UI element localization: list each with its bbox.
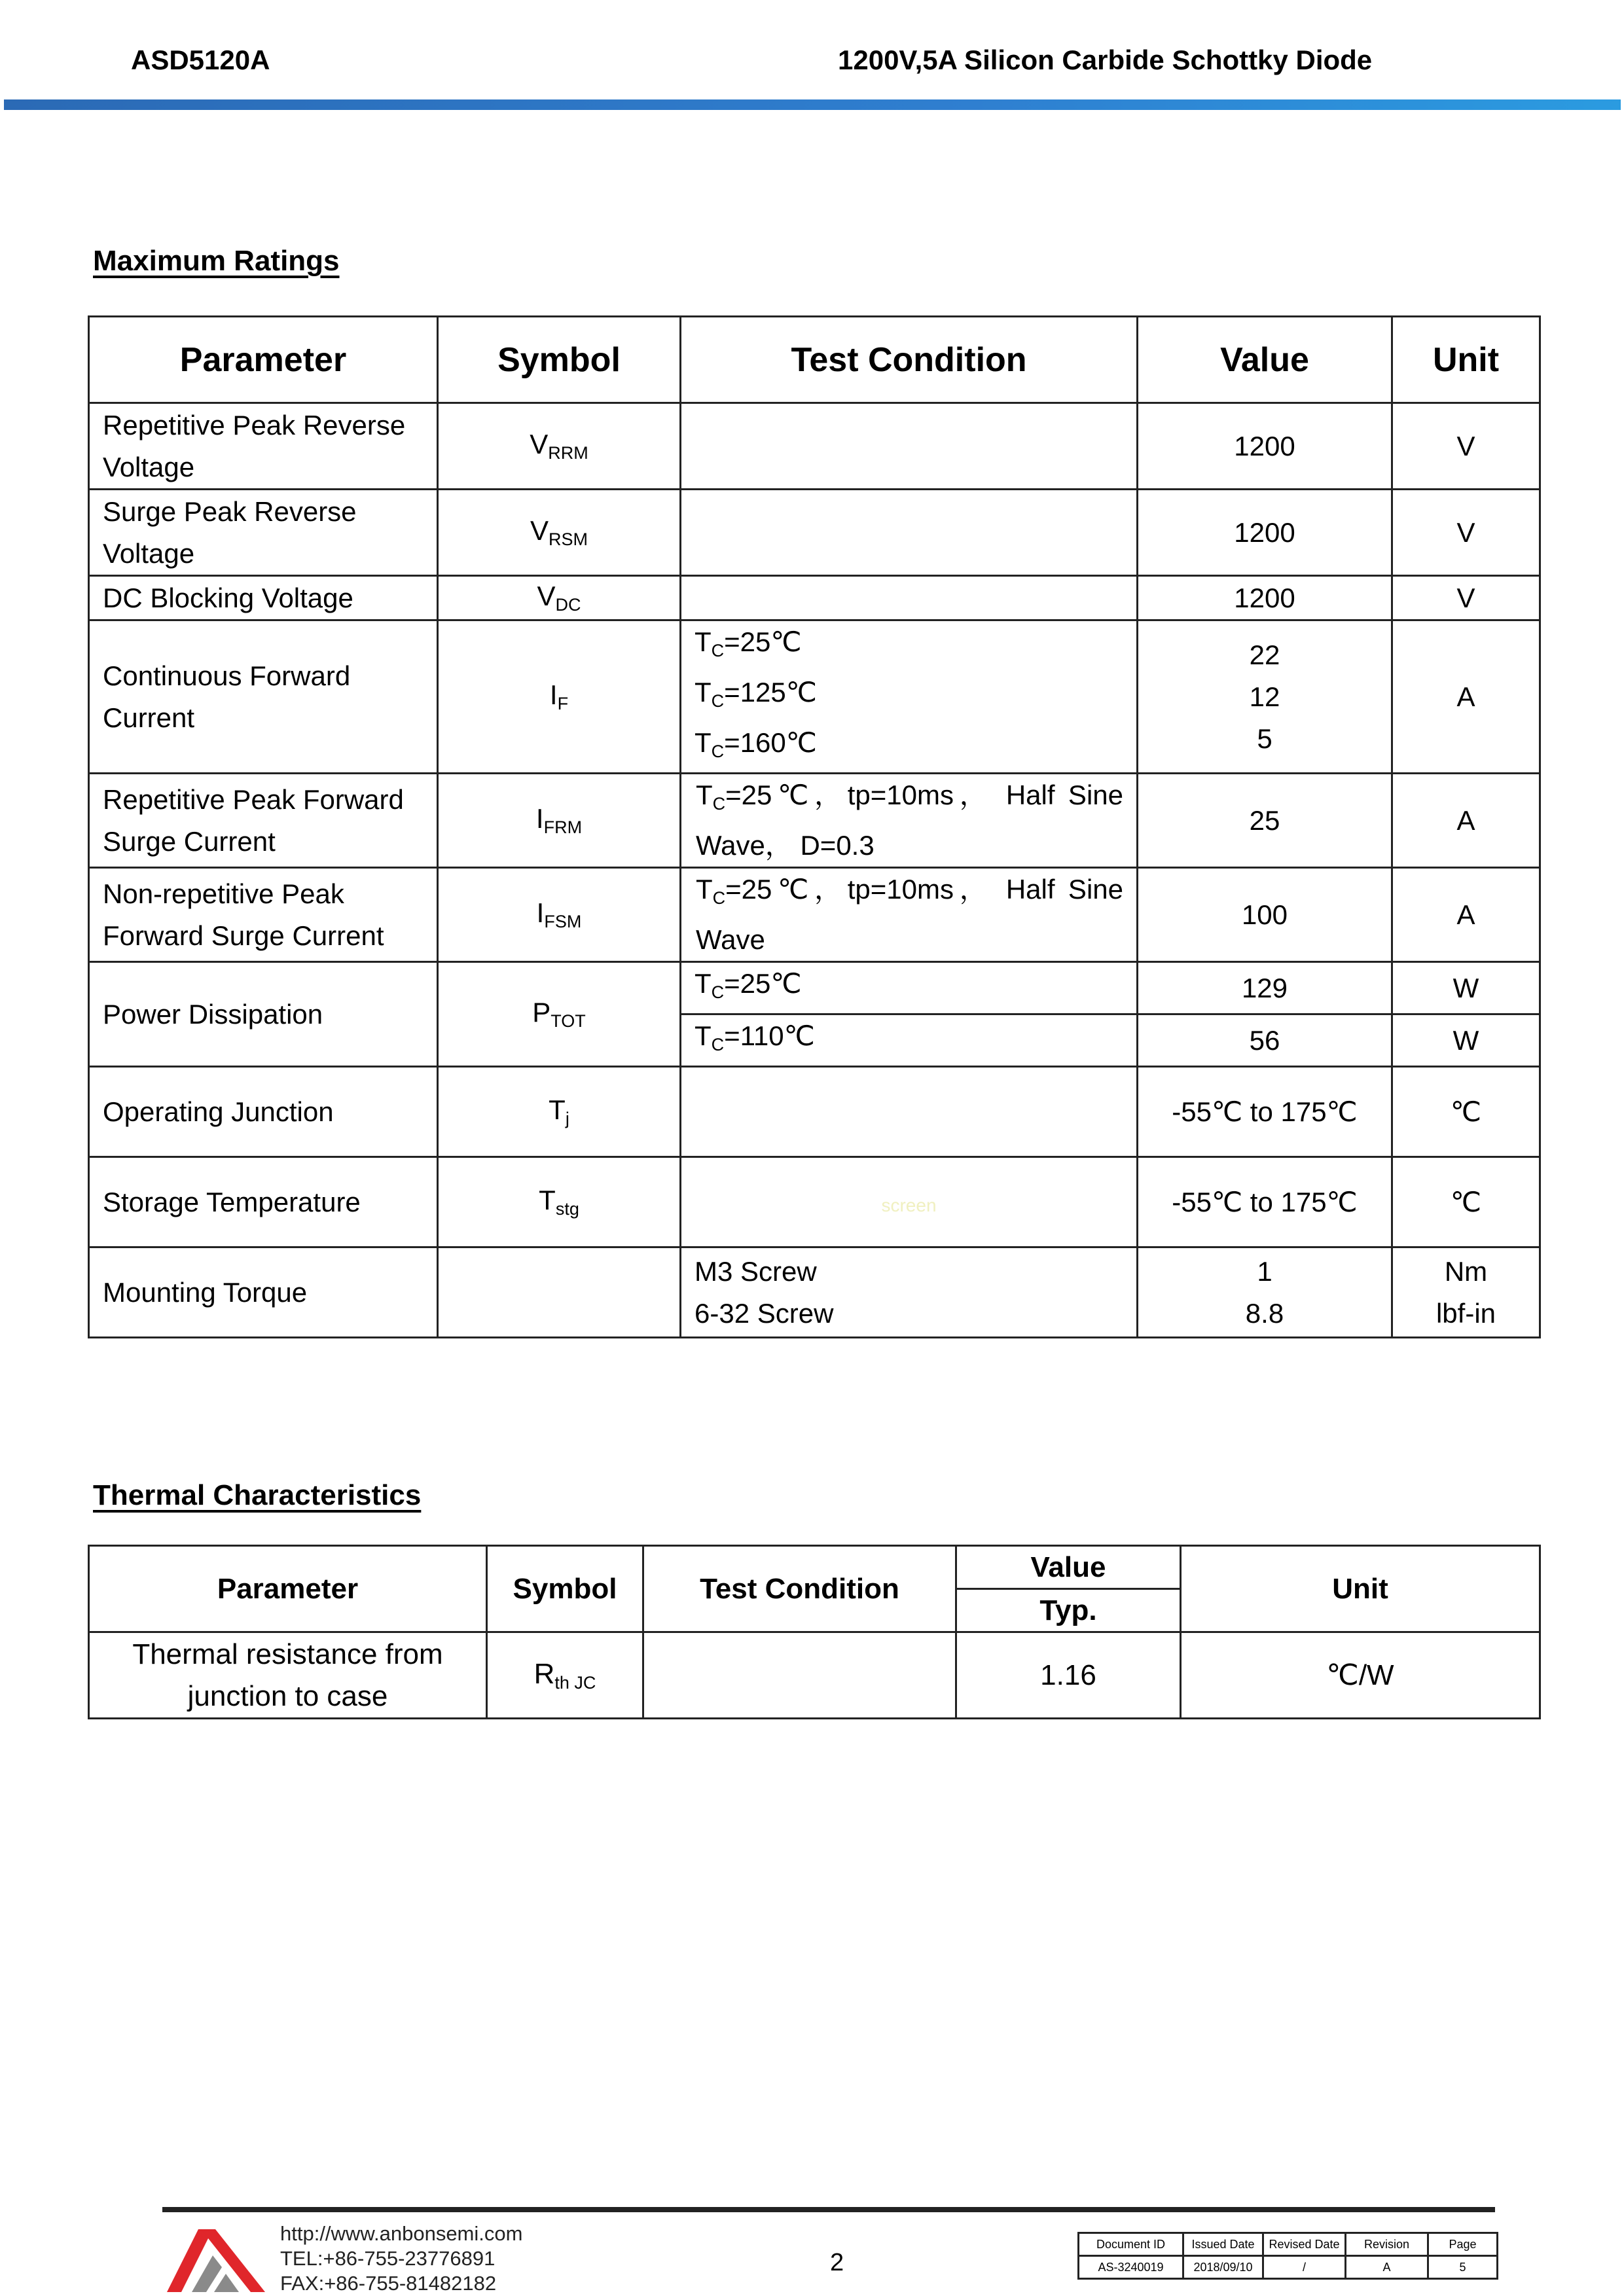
unit-cell: W xyxy=(1392,1014,1540,1067)
unit-cell: A xyxy=(1392,620,1540,774)
logo-gray-shape-right xyxy=(214,2274,239,2292)
header-condition: Test Condition xyxy=(643,1546,956,1632)
unit-cell: W xyxy=(1392,962,1540,1014)
param-cell: Power Dissipation xyxy=(89,962,438,1067)
document-title: 1200V,5A Silicon Carbide Schottky Diode xyxy=(838,45,1373,75)
table-row xyxy=(89,490,1540,576)
condition-cell xyxy=(681,403,1138,490)
table-row xyxy=(89,962,1540,1014)
condition-cell: $T_C=25℃$ xyxy=(681,962,1138,1014)
symbol-cell: $T_{stg}$ xyxy=(438,1157,681,1247)
param-cell: Thermal resistance from junction to case xyxy=(89,1632,487,1719)
symbol-cell: $V_{DC}$ xyxy=(438,576,681,620)
table-row xyxy=(89,1247,1540,1338)
symbol-cell: $T_j$ xyxy=(438,1067,681,1157)
param-cell: Storage Temperature xyxy=(89,1157,438,1247)
faint-artifact-text: screen xyxy=(881,1194,937,1215)
doc-value-cell: 5 xyxy=(1428,2256,1498,2279)
unit-cell: A xyxy=(1392,774,1540,868)
condition-cell xyxy=(643,1632,956,1719)
param-cell: DC Blocking Voltage xyxy=(89,576,438,620)
condition-cell: $T_C=25℃$，tp=10ms， Half Sine Wave xyxy=(681,868,1138,962)
symbol-cell: $I_F$ xyxy=(438,620,681,774)
doc-info-value-row xyxy=(1079,2256,1498,2279)
unit-cell: ℃ xyxy=(1392,1067,1540,1157)
value-cell: 1 8.8 xyxy=(1138,1247,1392,1338)
doc-header-cell: Issued Date xyxy=(1183,2233,1263,2256)
header-symbol: Symbol xyxy=(487,1546,643,1632)
table-row xyxy=(89,403,1540,490)
doc-info-header-row xyxy=(1079,2233,1498,2256)
footer-contact xyxy=(280,2221,522,2296)
symbol-cell: $V_{RRM}$ xyxy=(438,403,681,490)
condition-cell xyxy=(681,490,1138,576)
value-cell: 56 xyxy=(1138,1014,1392,1067)
part-number: ASD5120A xyxy=(131,45,270,75)
header-unit: Unit xyxy=(1181,1546,1540,1632)
doc-header-cell: Revision xyxy=(1346,2233,1428,2256)
footer-fax: FAX:+86-755-81482182 xyxy=(280,2272,497,2295)
header-value: Value xyxy=(956,1546,1181,1589)
value-cell: 1200 xyxy=(1138,576,1392,620)
value-cell: 129 xyxy=(1138,962,1392,1014)
header-parameter: Parameter xyxy=(89,317,438,403)
doc-header-cell: Document ID xyxy=(1079,2233,1183,2256)
symbol-cell: $I_{FSM}$ xyxy=(438,868,681,962)
value-cell: -55℃ to 175℃ xyxy=(1138,1157,1392,1247)
table-row xyxy=(89,620,1540,774)
value-cell: 25 xyxy=(1138,774,1392,868)
unit-cell: ℃/W xyxy=(1181,1632,1540,1719)
company-logo-icon xyxy=(167,2224,265,2292)
param-cell: Mounting Torque xyxy=(89,1247,438,1338)
header-condition: Test Condition xyxy=(681,317,1138,403)
doc-value-cell: A xyxy=(1346,2256,1428,2279)
doc-value-cell: / xyxy=(1263,2256,1346,2279)
header-bar xyxy=(4,99,1621,110)
value-cell: 1.16 xyxy=(956,1632,1181,1719)
doc-value-cell: 2018/09/10 xyxy=(1183,2256,1263,2279)
value-cell: 1200 xyxy=(1138,490,1392,576)
unit-cell: V xyxy=(1392,403,1540,490)
param-cell: Repetitive Peak Reverse Voltage xyxy=(89,403,438,490)
unit-cell: Nm lbf-in xyxy=(1392,1247,1540,1338)
doc-header-cell: Page xyxy=(1428,2233,1498,2256)
header-parameter: Parameter xyxy=(89,1546,487,1632)
param-cell: Surge Peak Reverse Voltage xyxy=(89,490,438,576)
header-typ: Typ. xyxy=(956,1589,1181,1632)
value-cell: 1200 xyxy=(1138,403,1392,490)
footer-divider xyxy=(162,2207,1495,2212)
max-ratings-title: Maximum Ratings xyxy=(93,245,340,277)
table-header-row xyxy=(89,1546,1540,1589)
condition-cell: M3 Screw 6-32 Screw xyxy=(681,1247,1138,1338)
value-cell: -55℃ to 175℃ xyxy=(1138,1067,1392,1157)
thermal-title: Thermal Characteristics xyxy=(93,1479,422,1511)
symbol-cell: $I_{FRM}$ xyxy=(438,774,681,868)
condition-cell xyxy=(681,576,1138,620)
header-value: Value xyxy=(1138,317,1392,403)
param-cell: Repetitive Peak Forward Surge Current xyxy=(89,774,438,868)
unit-cell: V xyxy=(1392,576,1540,620)
param-cell: Operating Junction xyxy=(89,1067,438,1157)
unit-cell: V xyxy=(1392,490,1540,576)
symbol-cell: $P_{TOT}$ xyxy=(438,962,681,1067)
document-info-table xyxy=(1077,2232,1498,2280)
doc-header-cell: Revised Date xyxy=(1263,2233,1346,2256)
condition-cell: $T_C=110℃$ xyxy=(681,1014,1138,1067)
table-row xyxy=(89,1067,1540,1157)
value-cell: 22 12 5 xyxy=(1138,620,1392,774)
footer-tel: TEL:+86-755-23776891 xyxy=(280,2247,496,2270)
unit-cell: ℃ xyxy=(1392,1157,1540,1247)
condition-cell: $T_C=25℃$，tp=10ms， Half Sine Wave， D=0.3 xyxy=(681,774,1138,868)
symbol-cell: $V_{RSM}$ xyxy=(438,490,681,576)
param-cell: Continuous Forward Current xyxy=(89,620,438,774)
table-row xyxy=(89,1632,1540,1719)
thermal-table xyxy=(88,1545,1541,1719)
footer-website[interactable]: http://www.anbonsemi.com xyxy=(280,2222,523,2245)
table-row xyxy=(89,1157,1540,1247)
value-cell: 100 xyxy=(1138,868,1392,962)
table-row xyxy=(89,868,1540,962)
header-symbol: Symbol xyxy=(438,317,681,403)
param-cell: Non-repetitive Peak Forward Surge Current xyxy=(89,868,438,962)
condition-cell xyxy=(681,1067,1138,1157)
header-unit: Unit xyxy=(1392,317,1540,403)
unit-cell: A xyxy=(1392,868,1540,962)
page-number: 2 xyxy=(830,2249,844,2276)
table-header-row xyxy=(89,317,1540,403)
symbol-cell xyxy=(438,1247,681,1338)
doc-value-cell: AS-3240019 xyxy=(1079,2256,1183,2279)
table-row xyxy=(89,576,1540,620)
max-ratings-table xyxy=(88,315,1541,1338)
condition-cell: $T_C=25℃$ $T_C=125℃$ $T_C=160℃$ xyxy=(681,620,1138,774)
table-row xyxy=(89,774,1540,868)
condition-cell xyxy=(681,1157,1138,1247)
symbol-cell: $R_{th JC}$ xyxy=(487,1632,643,1719)
